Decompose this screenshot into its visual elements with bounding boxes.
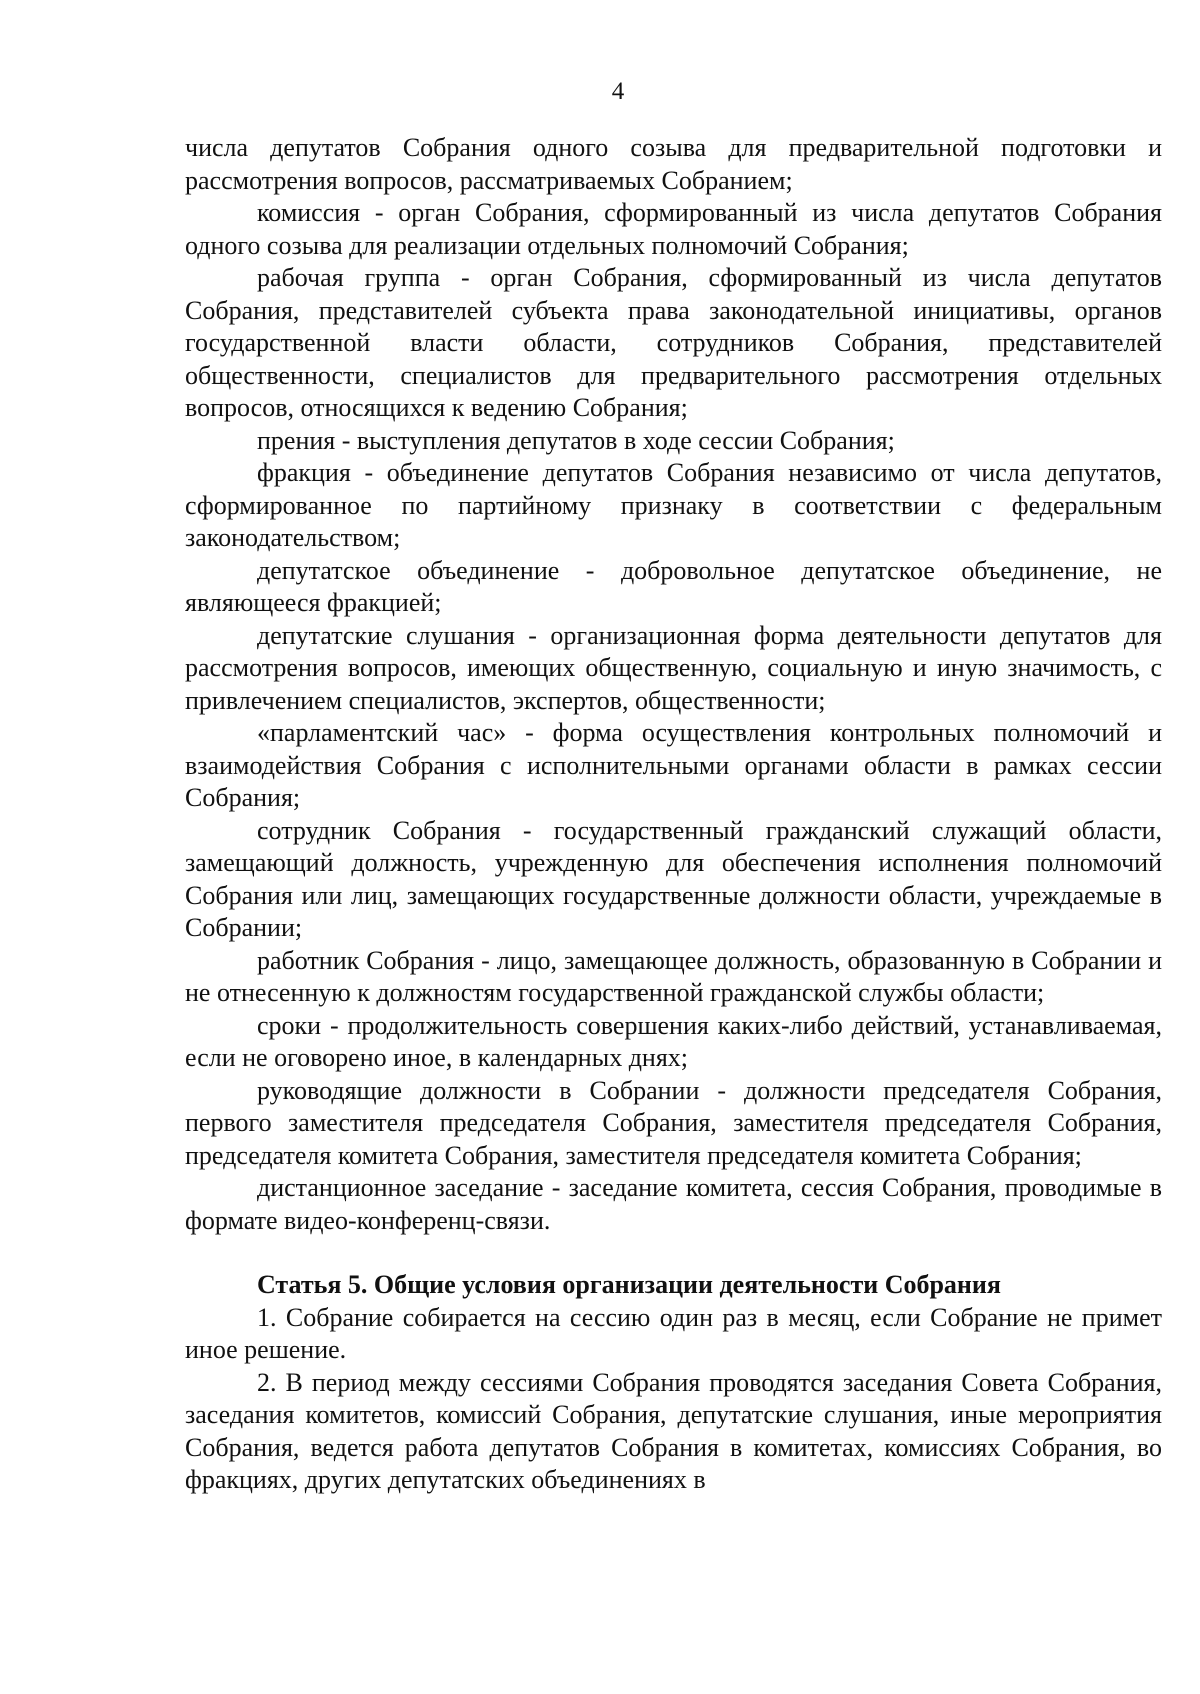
definition-faction: фракция - объединение депутатов Собрания независимо от числа депутатов, сформированное по партийному признаку в соответствии с федеральным законодательством;: [185, 458, 1162, 552]
page-number: 4: [611, 78, 625, 105]
definition-deputy-hearings: депутатские слушания - организационная форма деятельности депутатов для рассмотрения вопросов, имеющих общественную, социальную и иную значимость, с привлечением специалистов, экспертов, общественности;: [185, 620, 1162, 715]
definition-debate: прения - выступления депутатов в ходе сессии Собрания;: [257, 425, 895, 455]
definition-assembly-officer: сотрудник Собрания - государственный гражданский служащий области, замещающий должность, учрежденную для обеспечения исполнения полномочий Собрания или лиц, замещающих государственные должности области, учреждаемые в Собрании;: [185, 815, 1162, 942]
definition-commission: комиссия - орган Собрания, сформированный из числа депутатов Собрания одного созыва для реализации отдельных полномочий Собрания;: [185, 198, 1162, 260]
article-heading: Статья 5. Общие условия организации деятельности Собрания: [257, 1270, 1001, 1299]
definition-parliamentary-hour: «парламентский час» - форма осуществления контрольных полномочий и взаимодействия Собрания с исполнительными органами области в рамках сессии Собрания;: [185, 718, 1162, 812]
paragraph-continuation: числа депутатов Собрания одного созыва для предварительной подготовки и рассмотрения вопросов, рассматриваемых Собранием;: [185, 133, 1162, 195]
definition-remote-meeting: дистанционное заседание - заседание комитета, сессия Собрания, проводимые в формате видео-конференц-связи.: [185, 1173, 1162, 1235]
definition-deputy-association: депутатское объединение - добровольное депутатское объединение, не являющееся фракцией;: [185, 555, 1162, 617]
definition-working-group: рабочая группа - орган Собрания, сформированный из числа депутатов Собрания, представителей субъекта права законодательной инициативы, органов государственной власти области, сотрудников Собрания, представителей общественности, специалистов для предварительного рассмотрения отдельных вопросов, относящихся к ведению Собрания;: [185, 263, 1162, 422]
definition-terms: сроки - продолжительность совершения каких-либо действий, устанавливаемая, если не оговорено иное, в календарных днях;: [185, 1010, 1162, 1072]
definition-leading-positions: руководящие должности в Собрании - должности председателя Собрания, первого заместителя председателя Собрания, заместителя председателя Собрания, председателя комитета Собрания, заместителя председателя комитета Собрания;: [185, 1075, 1162, 1170]
article-paragraph-2: 2. В период между сессиями Собрания проводятся заседания Совета Собрания, заседания комитетов, комиссий Собрания, депутатские слушания, иные мероприятия Собрания, ведется работа депутатов Собрания в комитетах, комиссиях Собрания, во фракциях, других депутатских объединениях в: [185, 1367, 1162, 1494]
article-paragraph-1: 1. Собрание собирается на сессию один раз в месяц, если Собрание не примет иное решение.: [185, 1302, 1162, 1364]
definition-assembly-employee: работник Собрания - лицо, замещающее должность, образованную в Собрании и не отнесенную к должностям государственной гражданской службы области;: [185, 945, 1162, 1007]
document-body: [185, 132, 1162, 1497]
